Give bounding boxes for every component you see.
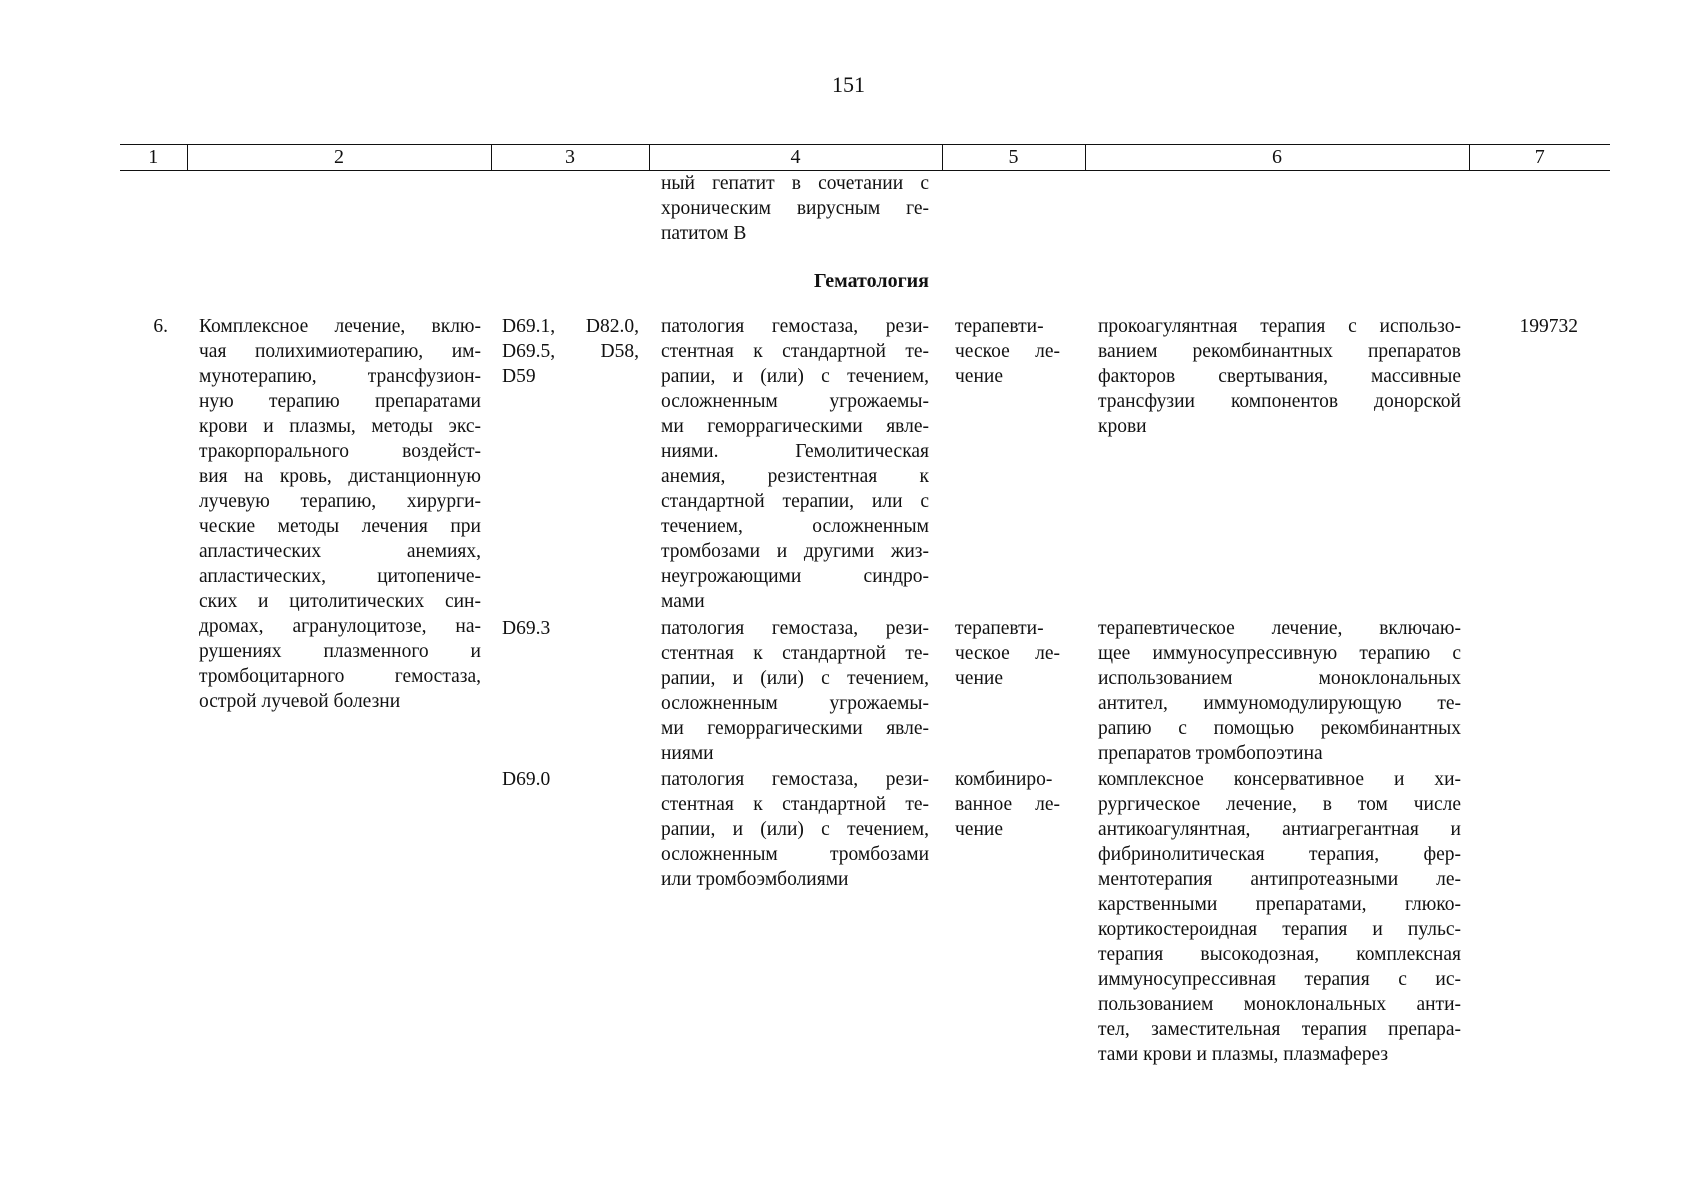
header-col-3: 3 bbox=[491, 145, 649, 171]
text-line: патология гемостаза, рези- bbox=[661, 316, 929, 337]
text-line: апластических, цитопениче- bbox=[199, 566, 481, 587]
code-line bbox=[502, 339, 639, 364]
text-line: терапевти- bbox=[955, 316, 1044, 337]
patient-model bbox=[661, 767, 929, 892]
text-line: рапии, и (или) с течением, bbox=[661, 668, 929, 689]
text-line: чая полихимиотерапию, им- bbox=[199, 341, 481, 362]
text-line: вия на кровь, дистанционную bbox=[199, 466, 481, 487]
treatment-type bbox=[955, 767, 1060, 842]
text-line: ми геморрагическими явле- bbox=[661, 718, 929, 739]
text-line: патология гемостаза, рези- bbox=[661, 769, 929, 790]
text-line: фибринолитическая терапия, фер- bbox=[1098, 844, 1461, 865]
text-line: щее иммуносупрессивную терапию с bbox=[1098, 643, 1461, 664]
text-line: крови и плазмы, методы экс- bbox=[199, 416, 481, 437]
text-line: мами bbox=[661, 591, 705, 612]
treatment-method bbox=[1098, 616, 1461, 766]
text-line: стентная к стандартной те- bbox=[661, 643, 929, 664]
treatment-name bbox=[199, 314, 481, 714]
header-col-4: 4 bbox=[649, 145, 942, 171]
header-col-5: 5 bbox=[942, 145, 1085, 171]
text-line: тромбоцитарного гемостаза, bbox=[199, 666, 481, 687]
text-line: тел, заместительная терапия препара- bbox=[1098, 1019, 1461, 1040]
text-line: чение bbox=[955, 819, 1003, 840]
text-line: или тромбоэмболиями bbox=[661, 869, 849, 890]
icd-code: D69.3 bbox=[502, 618, 551, 639]
table-header bbox=[120, 144, 1610, 171]
text-line: ванное ле- bbox=[955, 794, 1060, 815]
code-line bbox=[502, 767, 639, 792]
text-line: острой лучевой болезни bbox=[199, 691, 401, 712]
text-line: терапевти- bbox=[955, 618, 1044, 639]
text-line: чение bbox=[955, 668, 1003, 689]
text-line: патитом B bbox=[661, 223, 747, 244]
text-line: тами крови и плазмы, плазмаферез bbox=[1098, 1044, 1389, 1065]
text-line: стентная к стандартной те- bbox=[661, 794, 929, 815]
text-line: использованием моноклональных bbox=[1098, 668, 1461, 689]
text-line: факторов свертывания, массивные bbox=[1098, 366, 1461, 387]
patient-model bbox=[661, 616, 929, 766]
text-line: ную терапию препаратами bbox=[199, 391, 481, 412]
text-line: течением, осложненным bbox=[661, 516, 929, 537]
treatment-type bbox=[955, 314, 1060, 389]
header-col-1: 1 bbox=[120, 145, 187, 171]
text-line: антител, иммуномодулирующую те- bbox=[1098, 693, 1461, 714]
code-line bbox=[502, 314, 639, 339]
header-col-7: 7 bbox=[1469, 145, 1610, 171]
text-line: лучевую терапию, хирурги- bbox=[199, 491, 481, 512]
text-line: ми геморрагическими явле- bbox=[661, 416, 929, 437]
text-line: терапевтическое лечение, включаю- bbox=[1098, 618, 1461, 639]
text-line: пользованием моноклональных анти- bbox=[1098, 994, 1461, 1015]
text-line: осложненным угрожаемы- bbox=[661, 693, 929, 714]
row-number: 6. bbox=[153, 316, 168, 337]
text-line: хроническим вирусным ге- bbox=[661, 198, 929, 219]
code-line bbox=[502, 616, 639, 641]
text-line: ческое ле- bbox=[955, 643, 1060, 664]
text-line: рургическое лечение, в том числе bbox=[1098, 794, 1461, 815]
text-line: терапия высокодозная, комплексная bbox=[1098, 944, 1461, 965]
text-line: рапии, и (или) с течением, bbox=[661, 366, 929, 387]
text-line: чение bbox=[955, 366, 1003, 387]
text-line: осложненным тромбозами bbox=[661, 844, 929, 865]
icd-code: D69.0 bbox=[502, 769, 551, 790]
text-line: рапии, и (или) с течением, bbox=[661, 819, 929, 840]
text-line: препаратов тромбопоэтина bbox=[1098, 743, 1323, 764]
patient-model bbox=[661, 314, 929, 614]
icd-codes bbox=[502, 616, 639, 641]
section-title: Гематология bbox=[814, 270, 929, 292]
text-line: рушениях плазменного и bbox=[199, 641, 481, 662]
icd-code: D69.5, bbox=[502, 341, 556, 362]
text-line: прокоагулянтная терапия с использо- bbox=[1098, 316, 1461, 337]
text-line: комбиниро- bbox=[955, 769, 1053, 790]
icd-code: D69.1, bbox=[502, 316, 556, 337]
continuation-patient-text bbox=[661, 171, 929, 246]
text-line: Комплексное лечение, вклю- bbox=[199, 316, 481, 337]
text-line: тракорпорального воздейст- bbox=[199, 441, 481, 462]
text-line: дромах, агранулоцитозе, на- bbox=[199, 616, 481, 637]
text-line: неугрожающими синдро- bbox=[661, 566, 929, 587]
code-line bbox=[502, 364, 639, 389]
text-line: ванием рекомбинантных препаратов bbox=[1098, 341, 1461, 362]
text-line: стентная к стандартной те- bbox=[661, 341, 929, 362]
text-line: кортикостероидная терапия и пульс- bbox=[1098, 919, 1461, 940]
text-line: мунотерапию, трансфузион- bbox=[199, 366, 481, 387]
text-line: ческие методы лечения при bbox=[199, 516, 481, 537]
text-line: карственными препаратами, глюко- bbox=[1098, 894, 1461, 915]
header-col-2: 2 bbox=[187, 145, 491, 171]
text-line: ный гепатит в сочетании с bbox=[661, 173, 929, 194]
treatment-type bbox=[955, 616, 1060, 691]
text-line: анемия, резистентная к bbox=[661, 466, 929, 487]
text-line: осложненным угрожаемы- bbox=[661, 391, 929, 412]
treatment-method bbox=[1098, 767, 1461, 1067]
text-line: рапию с помощью рекомбинантных bbox=[1098, 718, 1461, 739]
text-line: ниями bbox=[661, 743, 714, 764]
text-line: ментотерапия антипротеазными ле- bbox=[1098, 869, 1461, 890]
text-line: антикоагулянтная, антиагрегантная и bbox=[1098, 819, 1461, 840]
text-line: крови bbox=[1098, 416, 1147, 437]
icd-code: D82.0, bbox=[585, 316, 639, 337]
text-line: иммуносупрессивная терапия с ис- bbox=[1098, 969, 1461, 990]
text-line: ниями. Гемолитическая bbox=[661, 441, 929, 462]
text-line: тромбозами и другими жиз- bbox=[661, 541, 929, 562]
text-line: стандартной терапии, или с bbox=[661, 491, 929, 512]
text-line: апластических анемиях, bbox=[199, 541, 481, 562]
icd-codes bbox=[502, 767, 639, 792]
icd-code: D58, bbox=[600, 341, 639, 362]
icd-code: D59 bbox=[502, 366, 536, 387]
text-line: патология гемостаза, рези- bbox=[661, 618, 929, 639]
text-line: комплексное консервативное и хи- bbox=[1098, 769, 1461, 790]
text-line: трансфузии компонентов донорской bbox=[1098, 391, 1461, 412]
icd-codes bbox=[502, 314, 639, 389]
cost-value: 199732 bbox=[1519, 316, 1578, 337]
header-col-6: 6 bbox=[1085, 145, 1469, 171]
text-line: ских и цитолитических син- bbox=[199, 591, 481, 612]
text-line: ческое ле- bbox=[955, 341, 1060, 362]
treatment-method bbox=[1098, 314, 1461, 439]
page-number: 151 bbox=[832, 72, 865, 97]
